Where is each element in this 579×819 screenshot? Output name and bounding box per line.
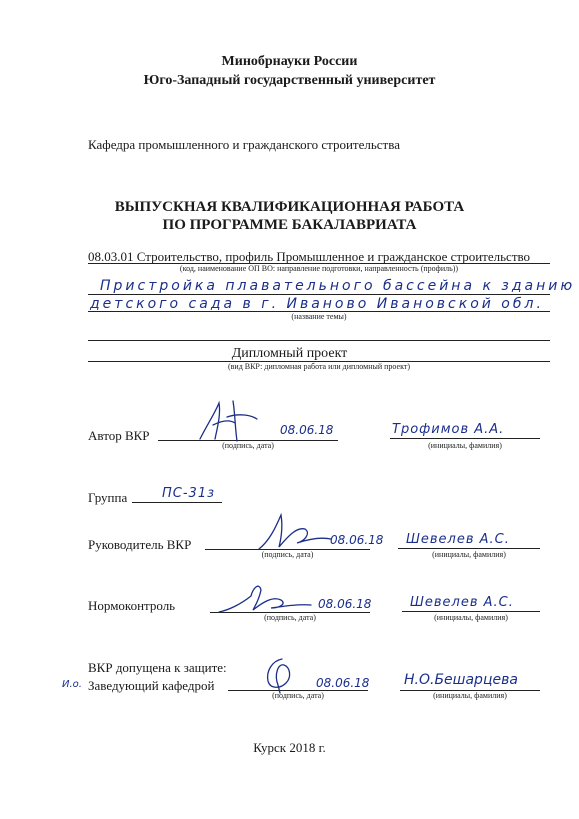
group-line [132, 502, 222, 503]
head-signature-icon [258, 655, 304, 695]
head-of-department-label: Заведующий кафедрой [88, 678, 215, 693]
supervisor-signature-icon [255, 505, 335, 555]
normcontrol-signature-icon [215, 578, 315, 618]
group-value: ПС-31з [162, 486, 215, 501]
normcontrol-name-line [402, 611, 540, 612]
topic-line-1-rule [88, 294, 550, 295]
normcontrol-name-caption: (инициалы, фамилия) [434, 613, 508, 622]
author-sign-caption: (подпись, дата) [222, 441, 274, 450]
supervisor-sign-caption: (подпись, дата) [261, 550, 314, 559]
normcontrol-name: Шевелев А.С. [410, 595, 514, 610]
blank-line [88, 340, 550, 341]
normcontrol-date: 08.06.18 [318, 597, 372, 611]
work-type-caption: (вид ВКР: дипломная работа или дипломный проект) [227, 362, 411, 371]
normcontrol-sign-caption: (подпись, дата) [264, 613, 316, 622]
margin-note: И.о. [62, 679, 82, 690]
work-type-value: Дипломный проект [231, 346, 348, 361]
head-name: Н.О.Бешарцева [404, 672, 518, 688]
author-name-line [390, 438, 540, 439]
group-label: Группа [88, 490, 128, 505]
title-line-1: ВЫПУСКНАЯ КВАЛИФИКАЦИОННАЯ РАБОТА [114, 199, 465, 215]
author-name-caption: (инициалы, фамилия) [428, 441, 502, 450]
admission-label: ВКР допущена к защите: [88, 660, 227, 675]
topic-line-1: Пристройка плавательного бассейна к зданию [100, 278, 576, 294]
head-date: 08.06.18 [316, 676, 370, 690]
supervisor-label: Руководитель ВКР [88, 537, 192, 552]
title-line-2: ПО ПРОГРАММЕ БАКАЛАВРИАТА [162, 217, 417, 233]
specialty-value: 08.03.01 Строительство, профиль Промышленное и гражданское строительство [88, 249, 531, 264]
head-sign-caption: (подпись, дата) [272, 691, 324, 700]
author-label: Автор ВКР [88, 428, 150, 443]
supervisor-name: Шевелев А.С. [406, 532, 510, 547]
supervisor-date: 08.06.18 [330, 533, 384, 547]
supervisor-name-caption: (инициалы, фамилия) [432, 550, 506, 559]
supervisor-name-line [398, 548, 540, 549]
author-date: 08.06.18 [280, 423, 334, 437]
specialty-caption: (код, наименование ОП ВО: направление подготовки, направленность (профиль)) [179, 264, 459, 273]
topic-line-2: детского сада в г. Иваново Ивановской обл. [90, 296, 544, 312]
university-name: Юго-Западный государственный университет [143, 73, 436, 88]
topic-caption: (название темы) [291, 312, 347, 321]
head-name-caption: (инициалы, фамилия) [433, 691, 507, 700]
city-year: Курск 2018 г. [253, 740, 326, 755]
department-name: Кафедра промышленного и гражданского строительства [88, 137, 400, 152]
author-name: Трофимов А.А. [392, 422, 505, 437]
normcontrol-label: Нормоконтроль [88, 598, 176, 613]
ministry-name: Минобрнауки России [221, 54, 358, 69]
